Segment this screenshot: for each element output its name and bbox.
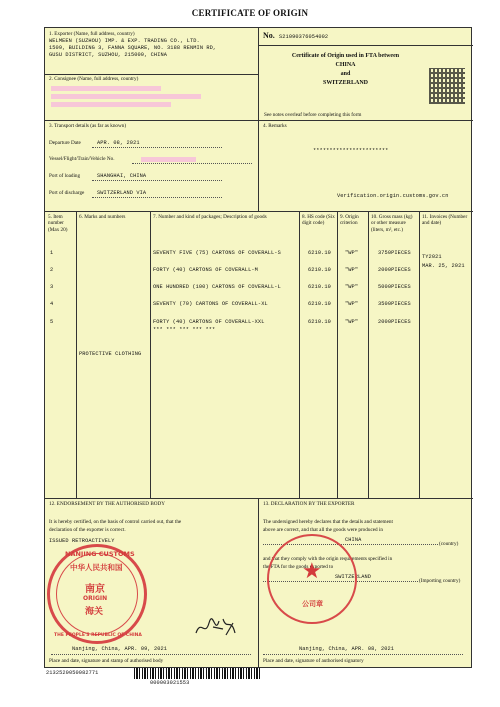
item-criterion: "WP" [345,267,359,273]
issued-retroactively: ISSUED RETROACTIVELY [49,538,115,544]
underline [92,147,222,148]
declaration-label: 13. DECLARATION BY THE EXPORTER [263,501,355,507]
redacted-block [51,102,171,107]
divider [45,74,258,75]
item-mass: 5000PIECES [378,284,411,290]
endorsement-label: 12. ENDORSEMENT BY THE AUTHORISED BODY [49,501,166,507]
country-label: (country) [439,541,459,547]
stamp-cn-bot: 海关 [85,607,104,617]
item-criterion: "WP" [345,284,359,290]
item-mass: 3500PIECES [378,301,411,307]
stamp-ring-text: NANJING CUSTOMS [65,550,135,558]
item-number: 5 [50,319,54,325]
item-description: SEVENTY (70) CARTONS OF COVERALL-XL [153,301,268,307]
item-description: SEVENTY FIVE (75) CARTONS OF COVERALL-S [153,250,281,256]
item-number: 2 [50,267,54,273]
header-item-number: 5. Item number (Max 20) [48,214,68,233]
consignee-label: 2. Consignee (Name, full address, country) [49,76,139,82]
no-label: No. [263,31,275,40]
invoice-number: TY2021 [422,254,442,260]
underline [92,197,222,198]
divider [337,211,338,498]
header-hs-code: 8. HS code (Six digit code) [302,214,335,227]
item-hs-code: 6210.10 [308,284,331,290]
declaration-footer: Place and date, signature of authorised signatory [263,658,364,664]
loading-value: SHANGHAI, CHINA [97,173,147,179]
item-number: 4 [50,301,54,307]
items-stars: *** *** *** *** *** [153,327,216,333]
item-number: 1 [50,250,54,256]
header-gross-mass: 10. Gross mass (kg) or other measure (liters, m², etc.) [371,214,413,233]
item-hs-code: 6210.10 [308,319,331,325]
endorsement-footer: Place and date, signature and stamp of authorised body [49,658,164,664]
certificate-form [44,27,472,668]
underline [92,180,222,181]
declaration-text: above are correct, and that all the goods were produced in [263,527,383,533]
discharge-label: Port of discharge [49,190,85,196]
exporter-label: 1. Exporter (Name, full address, country) [49,31,135,37]
document-title: CERTIFICATE OF ORIGIN [191,8,309,18]
underline [51,654,251,655]
fta-note: See notes overleaf before completing this form [264,112,362,118]
departure-label: Departure Date [49,140,81,146]
discharge-value: SWITZERLAND VIA [97,190,147,196]
header-description: 7. Number and kind of packages; Description of goods [153,214,267,220]
endorsement-text: declaration of the exporter is correct. [49,527,126,533]
underline [263,654,463,655]
redacted-block [51,86,161,91]
qr-code-icon [429,68,465,104]
certificate-number: S21090376054002 [279,34,329,40]
divider [368,211,369,498]
endorsement-text: It is hereby certified, on the basis of control carried out, that the [49,519,182,525]
barcode-number: 000003021553 [150,680,190,686]
exporter-line: WELMEEN (SUZHOU) IMP. & EXP. TRADING CO., LTD. [49,38,200,44]
remarks-stars: *********************** [313,148,389,154]
item-criterion: "WP" [345,250,359,256]
divider [76,211,77,498]
declaration-place-date: Nanjing, China, APR. 08, 2021 [299,646,395,652]
item-mass: 3750PIECES [378,250,411,256]
divider [45,498,473,499]
transport-label: 3. Transport details (as far as known) [49,123,127,129]
item-mass: 2000PIECES [378,267,411,273]
divider [45,120,473,121]
item-description: FORTY (40) CARTONS OF COVERALL-XXL [153,319,265,325]
exporter-line: GUSU DISTRICT, SUZHOU, 215000, CHINA [49,52,168,58]
marks-value: PROTECTIVE CLOTHING [79,351,142,357]
divider [419,211,420,498]
divider [299,211,300,498]
declaration-text: the FTA for the goods exported to [263,564,334,570]
stamp-origin: ORIGIN [83,595,108,602]
redacted-block [51,94,201,99]
verification-url: Verification.origin.customs.gov.cn [337,193,449,199]
divider [45,211,473,212]
stamp-cn-mid: 南京 [85,584,105,595]
divider [150,211,151,498]
declaration-text: The undersigned hereby declares that the details and statement [263,519,393,525]
barcode-icon [134,668,260,679]
item-mass: 2000PIECES [378,319,411,325]
item-hs-code: 6210.10 [308,250,331,256]
stamp-bottom-text: THE PEOPLE'S REPUBLIC OF CHINA [54,633,142,638]
fta-and: and [340,71,351,77]
importing-country: SWITZERLAND [335,574,372,580]
fta-line-1: Certificate of Origin used in FTA between [291,53,400,59]
declaration-text: and that they comply with the origin requirements specified in [263,556,393,562]
redacted-block [141,157,196,162]
origin-country: CHINA [345,537,362,543]
stamp-cn-top: 中华人民共和国 [70,563,123,572]
underline [132,163,252,164]
importing-label: (Importing country) [419,578,461,584]
item-number: 3 [50,284,54,290]
item-description: ONE HUNDRED (100) CARTONS OF COVERALL-L [153,284,281,290]
fta-country-2: SWITZERLAND [322,80,368,86]
endorsement-place-date: Nanjing, China, APR. 09, 2021 [72,646,168,652]
divider [258,498,259,669]
item-criterion: "WP" [345,301,359,307]
exporter-line: 1509, BUILDING 3, FANNA SQUARE, NO. 3188 RENMIN RD, [49,45,217,51]
divider [258,45,473,46]
departure-value: APR. 08, 2021 [97,140,140,146]
item-criterion: "WP" [345,319,359,325]
header-invoices: 11. Invoices (Number and date) [422,214,468,227]
item-hs-code: 6210.10 [308,267,331,273]
vessel-label: Vessel/Flight/Train/Vehicle No. [49,156,115,162]
item-hs-code: 6210.10 [308,301,331,307]
invoice-date: MAR. 25, 2021 [422,263,465,269]
loading-label: Port of loading [49,173,81,179]
header-marks: 6. Marks and numbers [79,214,126,220]
item-description: FORTY (40) CARTONS OF COVERALL-M [153,267,258,273]
star-icon: ★ [302,559,322,584]
company-stamp-text: 公司章 [302,600,323,608]
remarks-label: 4. Remarks [263,123,287,129]
signature-icon [193,613,238,643]
header-origin-criterion: 9. Origin criterion [340,214,359,227]
fta-country-1: CHINA [335,62,356,68]
bottom-left-code: 2132520050082771 [46,670,99,676]
